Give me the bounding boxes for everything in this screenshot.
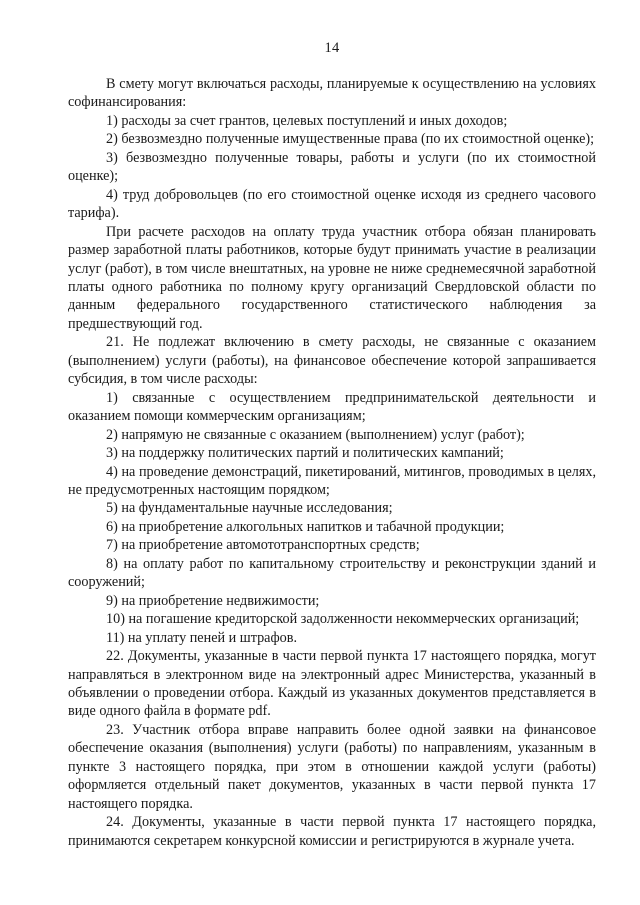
paragraph: При расчете расходов на оплату труда участник отбора обязан планировать размер заработной платы работников, которые будут принимать участие в реализации услуг (работ), в том числе внештатных, на уровне не ниже среднемесячной заработной платы одного работника по полному кругу организаций Свердловской области по данным федерального государственного статистического наблюдения за предшествующий год. (68, 223, 596, 332)
paragraph: 9) на приобретение недвижимости; (106, 592, 320, 609)
paragraph: 6) на приобретение алкогольных напитков и табачной продукции; (106, 518, 505, 535)
paragraph: 24. Документы, указанные в части первой пункта 17 настоящего порядка, принимаются секретарем конкурсной комиссии и регистрируются в журнале учета. (68, 814, 596, 849)
paragraph: 1) расходы за счет грантов, целевых поступлений и иных доходов; (106, 112, 508, 129)
page-number: 14 (324, 40, 340, 56)
paragraph: 2) напрямую не связанные с оказанием (выполнением) услуг (работ); (106, 426, 525, 443)
paragraph: 4) труд добровольцев (по его стоимостной оценке исходя из среднего часового тарифа). (68, 186, 596, 222)
paragraph: 7) на приобретение автомототранспортных средств; (106, 537, 420, 554)
paragraph: 8) на оплату работ по капитальному строительству и реконструкции зданий и сооружений; (68, 555, 596, 591)
paragraph: 22. Документы, указанные в части первой пункта 17 настоящего порядка, могут направляться в электронном виде на электронный адрес Министерства, указанный в объявлении о проведении отбора. Каждый из указанных документов представляется в виде одного файла в формате pdf. (68, 648, 596, 720)
paragraph: 1) связанные с осуществлением предпринимательской деятельности и оказанием помощи коммерческим организациям; (68, 389, 596, 425)
paragraph: 5) на фундаментальные научные исследования; (106, 500, 393, 517)
paragraph: В смету могут включаться расходы, планируемые к осуществлению на условиях софинансирования: (68, 76, 596, 111)
paragraph: 3) на поддержку политических партий и политических кампаний; (106, 445, 504, 462)
paragraph: 4) на проведение демонстраций, пикетирований, митингов, проводимых в целях, не предусмотренных настоящим порядком; (68, 463, 596, 498)
paragraph: 2) безвозмездно полученные имущественные права (по их стоимостной оценке); (106, 131, 595, 148)
paragraph: 23. Участник отбора вправе направить более одной заявки на финансовое обеспечение оказания (выполнения) услуги (работы) по направлениям, указанным в пункте 3 настоящего порядка, при этом в отношении каждой услуги (работы) оформляется отдельный пакет документов, указанных в части первой пункта 17 настоящего порядка. (68, 721, 596, 812)
document-body (68, 75, 596, 850)
paragraph: 11) на уплату пеней и штрафов. (106, 629, 297, 646)
paragraph: 21. Не подлежат включению в смету расходы, не связанные с оказанием (выполнением) услуги (работы), на финансовое обеспечение которой запрашивается субсидия, в том числе расходы: (68, 334, 596, 388)
paragraph: 3) безвозмездно полученные товары, работы и услуги (по их стоимостной оценке); (68, 149, 596, 185)
paragraph: 10) на погашение кредиторской задолженности некоммерческих организаций; (106, 611, 580, 628)
